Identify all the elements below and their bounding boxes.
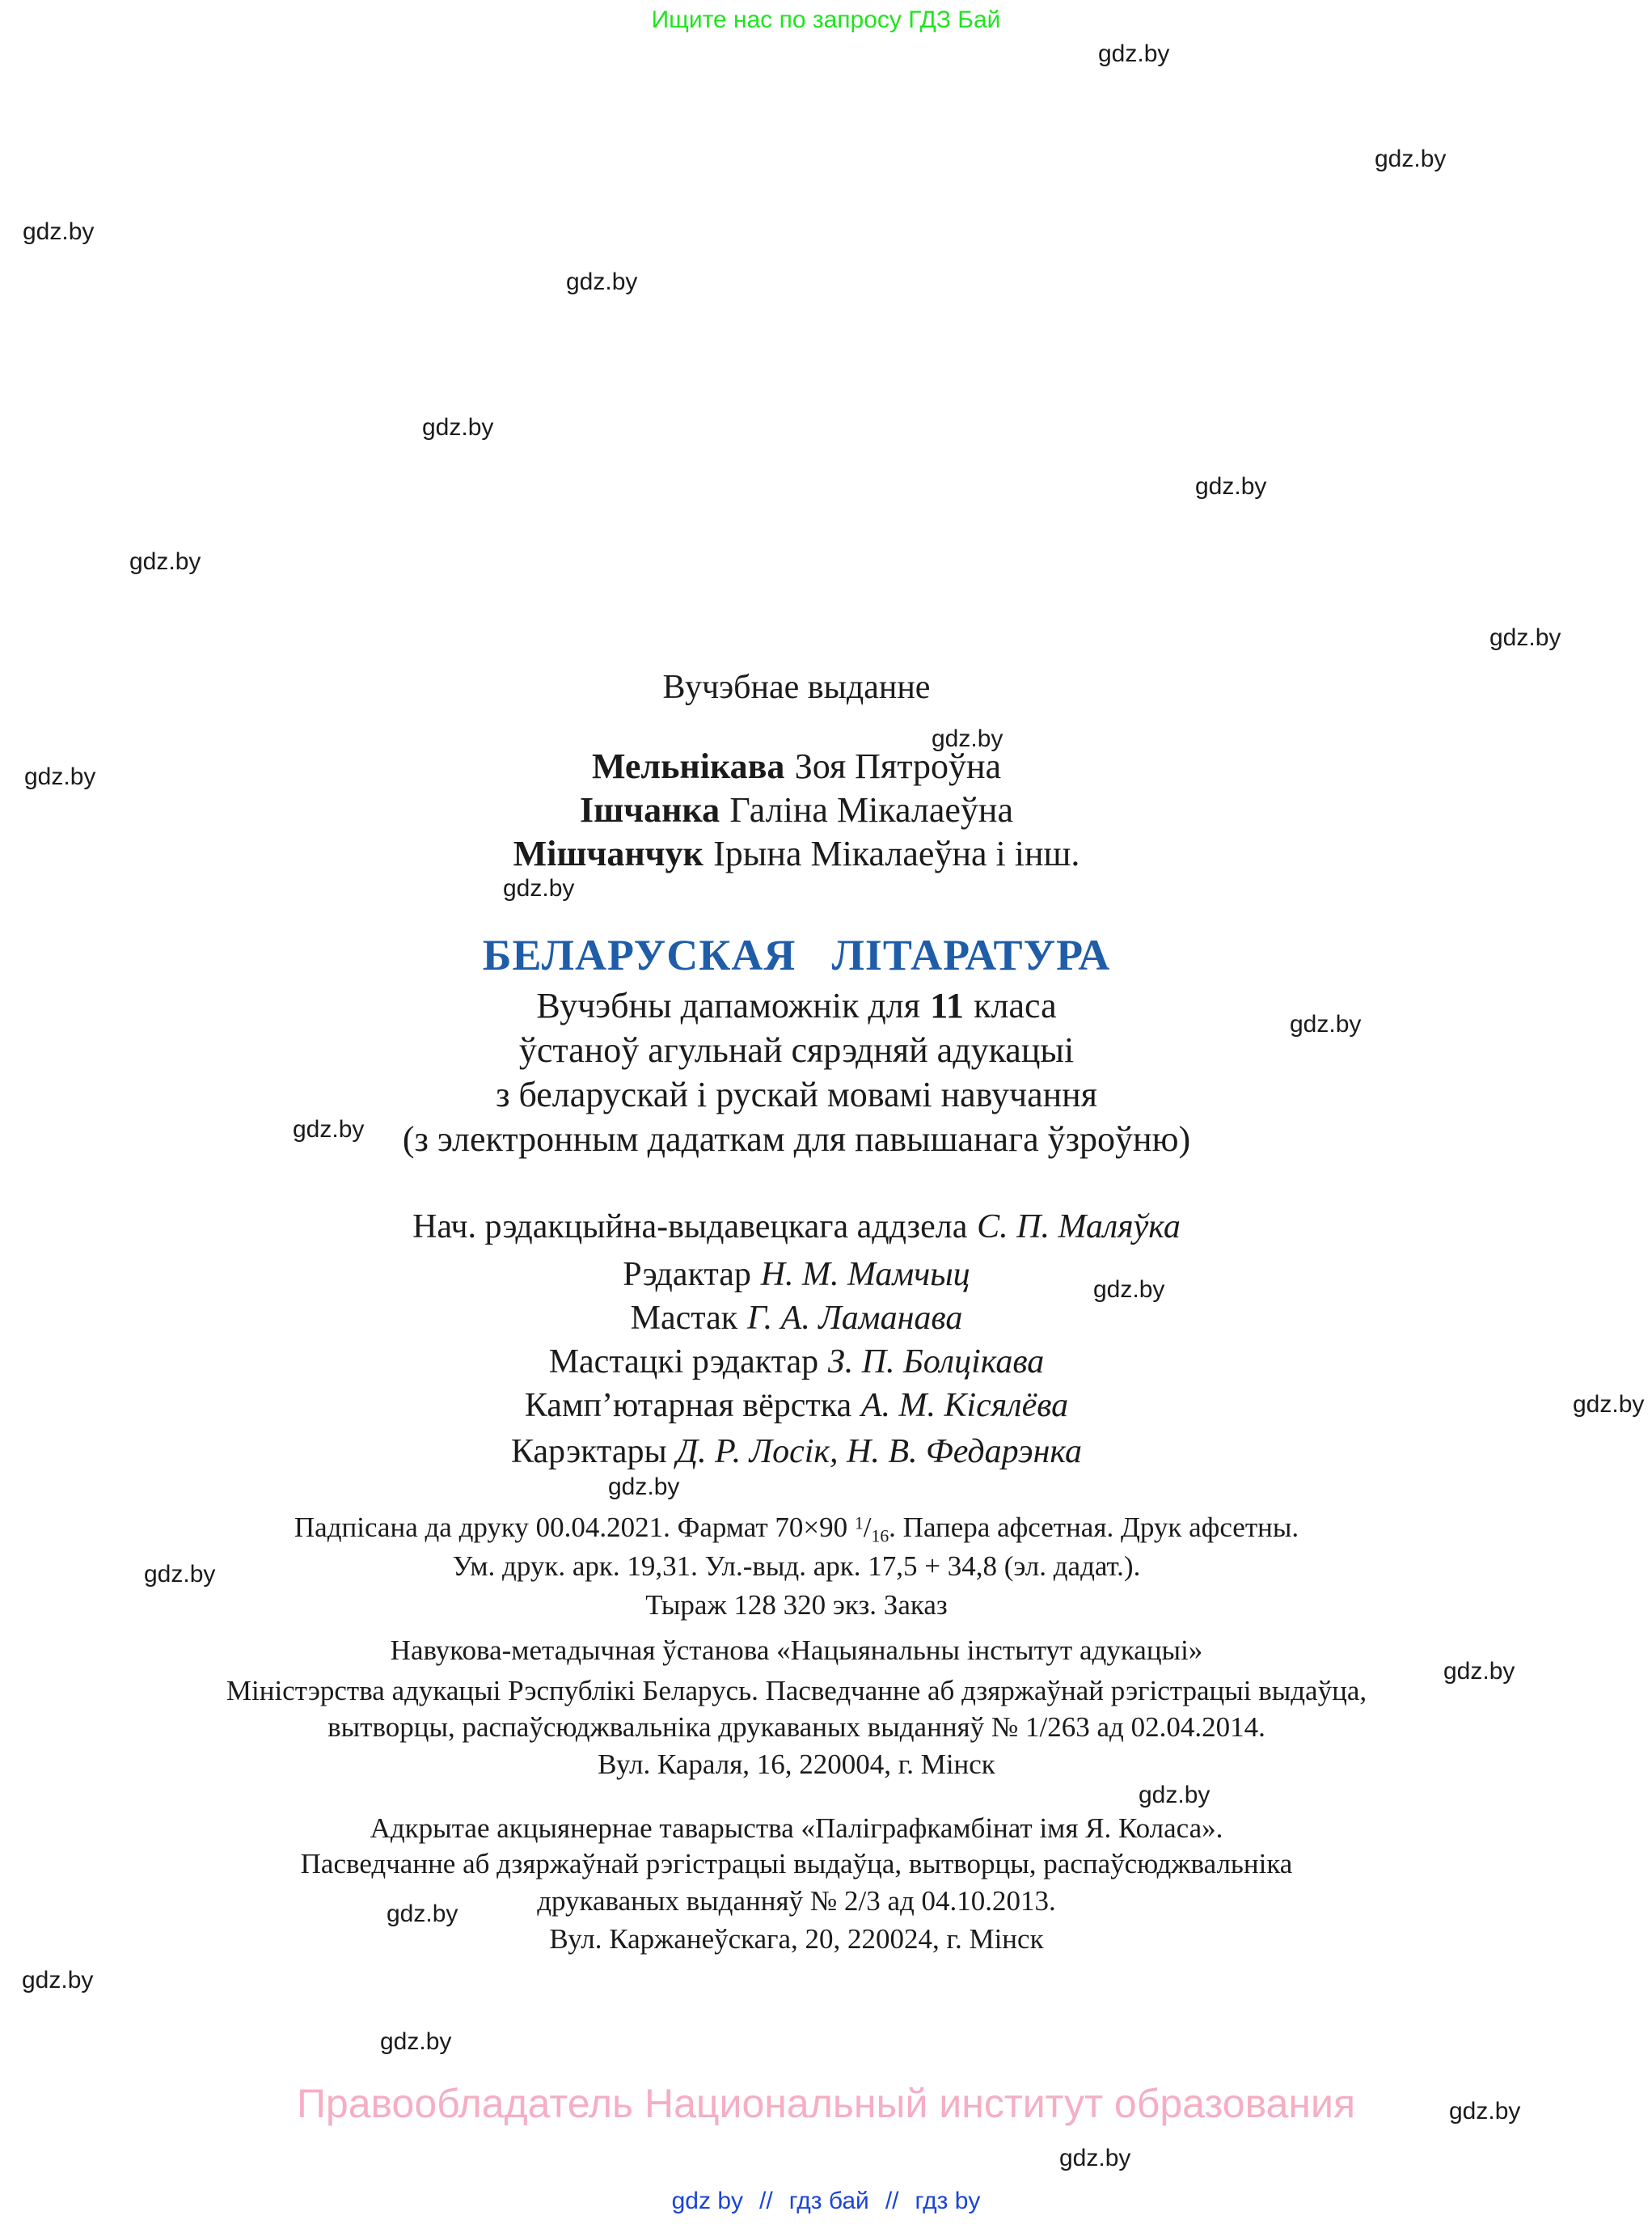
gdz-watermark: gdz.by xyxy=(503,875,575,902)
footer-link-gdz-by[interactable]: gdz by xyxy=(671,2188,744,2214)
print-info-text-pre: Падпісана да друку 00.04.2021. Фармат 70×90 xyxy=(294,1512,848,1543)
gdz-watermark: gdz.by xyxy=(1573,1391,1645,1418)
gdz-watermark: gdz.by xyxy=(1195,473,1267,500)
subtitle-line-1 xyxy=(0,986,1593,1027)
staff-role: Мастацкі рэдактар xyxy=(548,1343,819,1380)
gdz-watermark: gdz.by xyxy=(1489,624,1561,651)
gdz-watermark: gdz.by xyxy=(1375,146,1447,172)
gdz-watermark: gdz.by xyxy=(1139,1782,1210,1808)
staff-name: А. М. Кісялёва xyxy=(860,1387,1069,1424)
subtitle-line-2: ўстаноў агульнай сярэдняй адукацыі xyxy=(518,1030,1075,1070)
publisher-line-2: Міністэрства адукацыі Рэспублікі Беларусь. Пасведчанне аб дзяржаўнай рэгістрацыі выдаўца, xyxy=(226,1675,1367,1706)
author-line-1 xyxy=(0,746,1593,788)
gdz-watermark: gdz.by xyxy=(422,414,494,441)
staff-name: Г. А. Ламанава xyxy=(746,1300,963,1337)
staff-line-3 xyxy=(0,1299,1593,1338)
author-given-names: Ірына Мікалаеўна і інш. xyxy=(713,834,1080,873)
promo-banner: Ищите нас по запросу ГДЗ Бай xyxy=(651,6,1001,33)
gdz-watermark: gdz.by xyxy=(24,763,96,790)
publisher-line-1: Навукова-метадычная ўстанова «Нацыянальны інстытут адукацыі» xyxy=(390,1634,1203,1666)
staff-name: З. П. Болцікава xyxy=(827,1343,1045,1380)
footer-separator: // xyxy=(759,2188,773,2214)
gdz-watermark: gdz.by xyxy=(608,1474,680,1500)
staff-role: Нач. рэдакцыйна-выдавецкага аддзела xyxy=(412,1208,968,1245)
gdz-watermark: gdz.by xyxy=(129,548,201,575)
gdz-watermark: gdz.by xyxy=(1093,1276,1165,1303)
print-info-line-2: Ум. друк. арк. 19,31. Ул.-выд. арк. 17,5 + 34,8 (эл. дадат.). xyxy=(452,1550,1141,1582)
staff-role: Карэктары xyxy=(510,1433,667,1470)
gdz-watermark: gdz.by xyxy=(932,725,1003,752)
format-fraction xyxy=(847,1512,889,1546)
staff-name: С. П. Маляўка xyxy=(977,1208,1181,1245)
subtitle-line-3: з беларускай і рускай мовамі навучання xyxy=(496,1075,1097,1114)
publisher-address: Вул. Караля, 16, 220004, г. Мінск xyxy=(598,1748,995,1780)
gdz-watermark: gdz.by xyxy=(566,268,638,295)
staff-role: Мастак xyxy=(630,1300,738,1337)
subtitle-text-pre: Вучэбны дапаможнік для xyxy=(536,986,920,1025)
footer-separator: // xyxy=(885,2188,899,2214)
staff-line-2 xyxy=(0,1255,1593,1294)
printer-address: Вул. Каржанеўскага, 20, 220024, г. Мінск xyxy=(549,1923,1044,1955)
author-given-names: Зоя Пятроўна xyxy=(794,746,1002,786)
footer-link-gdz-bai[interactable]: гдз бай xyxy=(788,2188,869,2214)
staff-line-4 xyxy=(0,1342,1593,1381)
gdz-watermark: gdz.by xyxy=(387,1901,458,1927)
printer-line-1: Адкрытае акцыянернае таварыства «Паліграфкамбінат імя Я. Коласа». xyxy=(370,1812,1223,1844)
author-surname: Мішчанчук xyxy=(513,834,703,873)
gdz-watermark: gdz.by xyxy=(380,2028,452,2055)
copyright-notice: Правообладатель Национальный институт образования xyxy=(296,2081,1356,2126)
staff-role: Камп’ютарная вёрстка xyxy=(524,1387,852,1424)
gdz-watermark: gdz.by xyxy=(1098,40,1170,67)
gdz-watermark: gdz.by xyxy=(22,1967,94,1994)
print-info-text-post: . Папера афсетная. Друк афсетны. xyxy=(889,1512,1299,1543)
author-surname: Мельнікава xyxy=(591,746,785,786)
author-line-3 xyxy=(0,834,1593,875)
gdz-watermark: gdz.by xyxy=(1449,2098,1521,2125)
author-line-2 xyxy=(0,790,1593,831)
grade-number: 11 xyxy=(930,986,964,1025)
fraction-denominator: 16 xyxy=(871,1526,889,1546)
publisher-line-3: вытворцы, распаўсюджвальніка друкаваных выданняў № 1/263 ад 02.04.2014. xyxy=(327,1711,1265,1743)
subtitle-line-4: (з электронным дадаткам для павышанага ўзроўню) xyxy=(402,1119,1191,1159)
gdz-watermark: gdz.by xyxy=(23,218,95,245)
book-title: БЕЛАРУСКАЯ ЛІТАРАТУРА xyxy=(482,931,1111,979)
gdz-watermark: gdz.by xyxy=(1443,1658,1515,1685)
gdz-watermark: gdz.by xyxy=(1290,1011,1362,1038)
staff-line-5 xyxy=(0,1386,1593,1425)
gdz-watermark: gdz.by xyxy=(144,1561,216,1588)
subtitle-text-post: класа xyxy=(974,986,1057,1025)
printer-line-3: друкаваных выданняў № 2/3 ад 04.10.2013. xyxy=(537,1885,1056,1917)
fraction-slash: / xyxy=(863,1512,872,1543)
staff-line-6 xyxy=(0,1432,1593,1471)
author-given-names: Галіна Мікалаеўна xyxy=(729,790,1014,830)
staff-name: Н. М. Мамчыц xyxy=(760,1256,970,1293)
footer-link-gdz-by-2[interactable]: гдз by xyxy=(915,2188,981,2214)
fraction-numerator: 1 xyxy=(854,1513,864,1533)
staff-role: Рэдактар xyxy=(623,1256,751,1293)
edition-type-label: Вучэбнае выданне xyxy=(662,669,931,706)
staff-line-1 xyxy=(0,1207,1593,1246)
printer-line-2: Пасведчанне аб дзяржаўнай рэгістрацыі выдаўца, вытворцы, распаўсюджвальніка xyxy=(300,1848,1293,1879)
footer-links xyxy=(0,2188,1652,2216)
author-surname: Ішчанка xyxy=(579,790,720,830)
print-info-line-1 xyxy=(0,1512,1593,1546)
staff-name: Д. Р. Лосік, Н. В. Федарэнка xyxy=(676,1433,1083,1470)
gdz-watermark: gdz.by xyxy=(293,1116,365,1143)
print-info-line-3: Тыраж 128 320 экз. Заказ xyxy=(645,1589,948,1621)
gdz-watermark: gdz.by xyxy=(1059,2145,1131,2171)
